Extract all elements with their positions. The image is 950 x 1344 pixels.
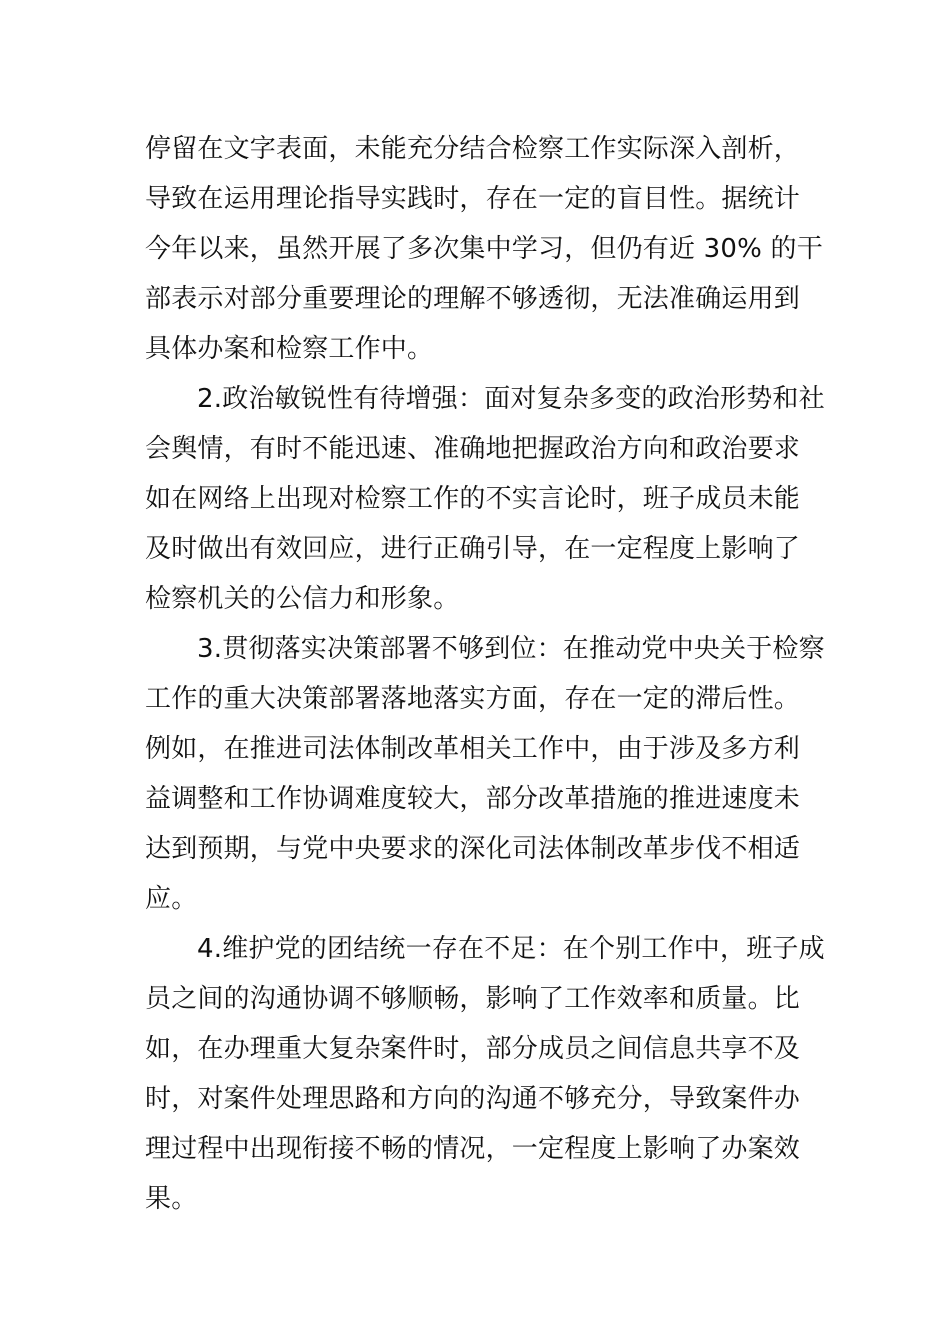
- text-line: 例如，在推进司法体制改革相关工作中，由于涉及多方利: [145, 734, 801, 764]
- text-line: 果。: [145, 1184, 198, 1214]
- text-line: 益调整和工作协调难度较大，部分改革措施的推进速度未: [145, 784, 801, 814]
- text-line: 导致在运用理论指导实践时，存在一定的盲目性。据统计: [145, 184, 801, 214]
- text-line: 今年以来，虽然开展了多次集中学习，但仍有近 30% 的干: [145, 234, 823, 264]
- text-line: 会舆情，有时不能迅速、准确地把握政治方向和政治要求: [145, 434, 801, 464]
- text-line: 理过程中出现衔接不畅的情况，一定程度上影响了办案效: [145, 1134, 801, 1164]
- text-line: 部表示对部分重要理论的理解不够透彻，无法准确运用到: [145, 284, 801, 314]
- text-line: 时，对案件处理思路和方向的沟通不够充分，导致案件办: [145, 1084, 801, 1114]
- text-line: 员之间的沟通协调不够顺畅，影响了工作效率和质量。比: [145, 984, 801, 1014]
- text-line: 检察机关的公信力和形象。: [145, 584, 460, 614]
- text-line: 停留在文字表面，未能充分结合检察工作实际深入剖析，: [145, 134, 801, 164]
- text-line: 如，在办理重大复杂案件时，部分成员之间信息共享不及: [145, 1034, 801, 1064]
- paragraph-3-start: 3.贯彻落实决策部署不够到位：在推动党中央关于检察: [197, 634, 825, 664]
- paragraph-4-start: 4.维护党的团结统一存在不足：在个别工作中，班子成: [197, 934, 825, 964]
- text-line: 应。: [145, 884, 198, 914]
- text-line: 如在网络上出现对检察工作的不实言论时，班子成员未能: [145, 484, 801, 514]
- text-line: 工作的重大决策部署落地落实方面，存在一定的滞后性。: [145, 684, 801, 714]
- paragraph-2-start: 2.政治敏锐性有待增强：面对复杂多变的政治形势和社: [197, 384, 825, 414]
- text-line: 具体办案和检察工作中。: [145, 334, 434, 364]
- text-line: 达到预期，与党中央要求的深化司法体制改革步伐不相适: [145, 834, 801, 864]
- text-line: 及时做出有效回应，进行正确引导，在一定程度上影响了: [145, 534, 801, 564]
